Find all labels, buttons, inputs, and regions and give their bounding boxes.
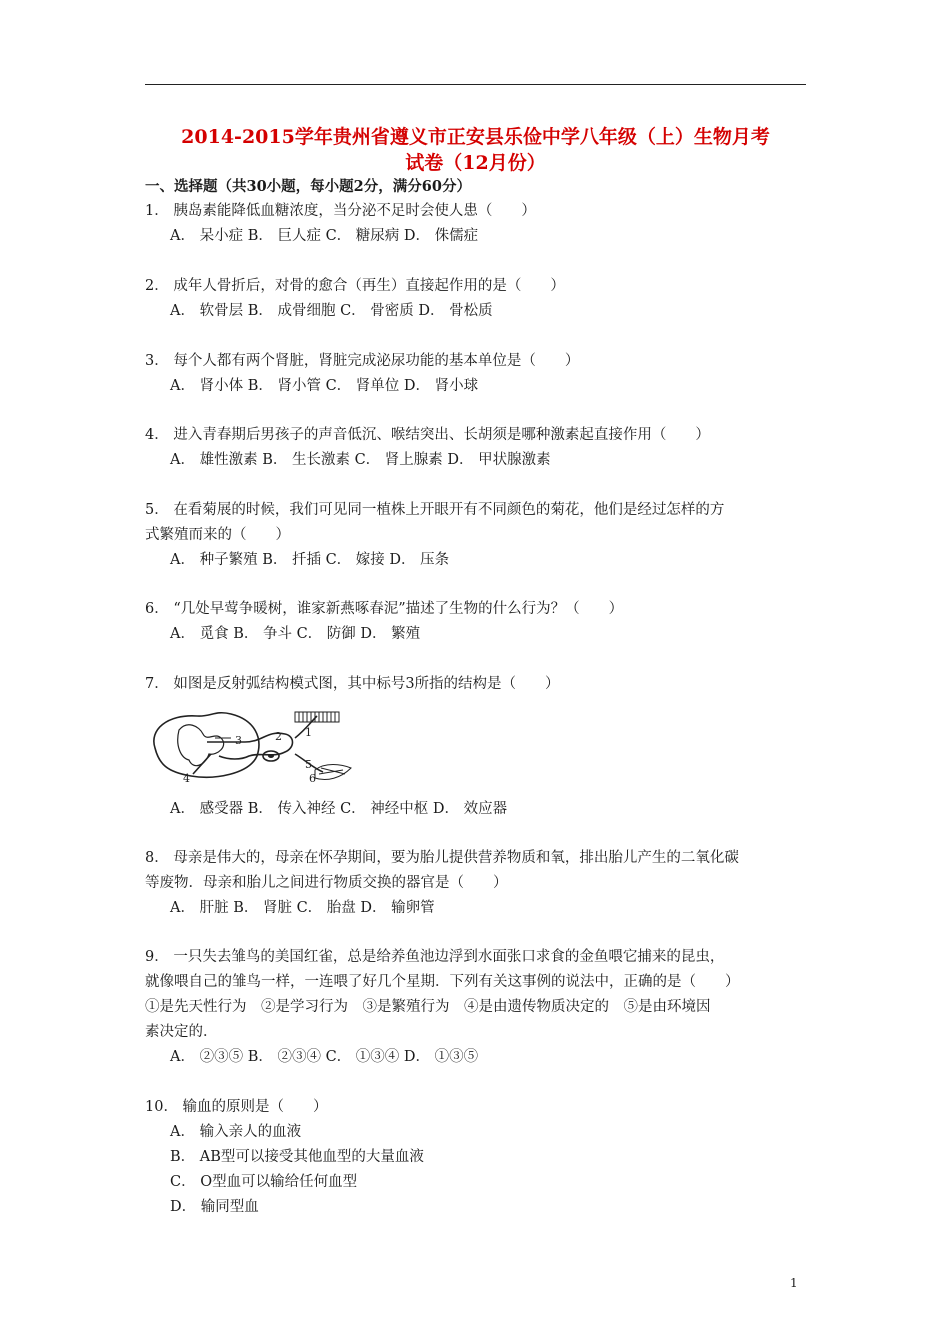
question-6 xyxy=(145,597,806,647)
question-1 xyxy=(145,199,806,249)
question-option-list xyxy=(145,1120,806,1220)
question-stem: 2． 成年人骨折后，对骨的愈合（再生）直接起作用的是（ ） xyxy=(145,278,565,294)
diagram-label-6: 6 xyxy=(309,772,316,785)
question-4 xyxy=(145,423,806,473)
question-stem-line-2: 就像喂自己的雏鸟一样，一连喂了好几个星期．下列有关这事例的说法中，正确的是（ ） xyxy=(145,974,740,990)
question-options: A． ②③⑤ B． ②③④ C． ①③④ D． ①③⑤ xyxy=(170,1049,479,1065)
question-stem-line-2: 等废物．母亲和胎儿之间进行物质交换的器官是（ ） xyxy=(145,875,508,891)
question-5 xyxy=(145,498,806,573)
question-stem: 3． 每个人都有两个肾脏，肾脏完成泌尿功能的基本单位是（ ） xyxy=(145,353,580,369)
question-options: A． 肾小体 B． 肾小管 C． 肾单位 D． 肾小球 xyxy=(170,378,479,394)
question-7 xyxy=(145,672,806,697)
page-number: 1 xyxy=(790,1276,798,1290)
option-c: C． O型血可以输给任何血型 xyxy=(170,1174,358,1190)
question-stem: 1． 胰岛素能降低血糖浓度，当分泌不足时会使人患（ ） xyxy=(145,203,536,219)
diagram-label-1: 1 xyxy=(305,726,312,739)
question-9 xyxy=(145,945,806,1070)
question-stem-line-1: 9． 一只失去雏鸟的美国红雀，总是给养鱼池边浮到水面张口求食的金鱼喂它捕来的昆虫， xyxy=(145,949,725,965)
option-a: A． 输入亲人的血液 xyxy=(170,1124,302,1140)
option-b: B． AB型可以接受其他血型的大量血液 xyxy=(170,1149,424,1165)
question-options: A． 肝脏 B． 肾脏 C． 胎盘 D． 输卵管 xyxy=(170,900,435,916)
question-stem-line-1: 5． 在看菊展的时候，我们可见同一植株上开眼开有不同颜色的菊花，他们是经过怎样的方 xyxy=(145,502,725,518)
question-options: A． 雄性激素 B． 生长激素 C． 肾上腺素 D． 甲状腺激素 xyxy=(170,452,551,468)
question-7-options xyxy=(145,797,806,822)
question-8 xyxy=(145,846,806,921)
option-d: D． 输同型血 xyxy=(170,1199,259,1215)
question-stem-line-2: 式繁殖而来的（ ） xyxy=(145,527,290,543)
diagram-label-4: 4 xyxy=(183,772,190,785)
question-options: A． 感受器 B． 传入神经 C． 神经中枢 D． 效应器 xyxy=(170,801,508,817)
question-10 xyxy=(145,1095,806,1220)
page-title-line-2: 试卷（12月份） xyxy=(405,152,546,174)
question-options: A． 呆小症 B． 巨人症 C． 糖尿病 D． 侏儒症 xyxy=(170,228,479,244)
question-stem-line-1: 8． 母亲是伟大的，母亲在怀孕期间，要为胎儿提供营养物质和氧，排出胎儿产生的二氧化碳 xyxy=(145,850,739,866)
question-stem: 4． 进入青春期后男孩子的声音低沉、喉结突出、长胡须是哪种激素起直接作用（ ） xyxy=(145,427,710,443)
diagram-label-5: 5 xyxy=(305,758,312,771)
diagram-label-3: 3 xyxy=(235,734,242,747)
question-stem-line-4: 素决定的． xyxy=(145,1024,218,1040)
section-heading: 一、选择题（共30小题，每小题2分，满分60分） xyxy=(145,178,471,195)
question-stem: 10． 输血的原则是（ ） xyxy=(145,1099,328,1115)
question-2 xyxy=(145,274,806,324)
header-rule xyxy=(145,84,806,85)
question-3 xyxy=(145,349,806,399)
diagram-label-2: 2 xyxy=(275,730,282,743)
question-options: A． 觅食 B． 争斗 C． 防御 D． 繁殖 xyxy=(170,626,421,642)
page-title-line-1: 2014-2015学年贵州省遵义市正安县乐俭中学八年级（上）生物月考 xyxy=(181,126,770,148)
question-options: A． 种子繁殖 B． 扦插 C． 嫁接 D． 压条 xyxy=(170,552,450,568)
reflex-arc-diagram xyxy=(145,708,360,786)
question-stem-line-3: ①是先天性行为 ②是学习行为 ③是繁殖行为 ④是由遗传物质决定的 ⑤是由环境因 xyxy=(145,999,711,1015)
question-stem: 7． 如图是反射弧结构模式图，其中标号3所指的结构是（ ） xyxy=(145,676,560,692)
question-stem: 6． “几处早莺争暖树，谁家新燕啄春泥”描述了生物的什么行为？（ ） xyxy=(145,601,624,617)
question-options: A． 软骨层 B． 成骨细胞 C． 骨密质 D． 骨松质 xyxy=(170,303,493,319)
